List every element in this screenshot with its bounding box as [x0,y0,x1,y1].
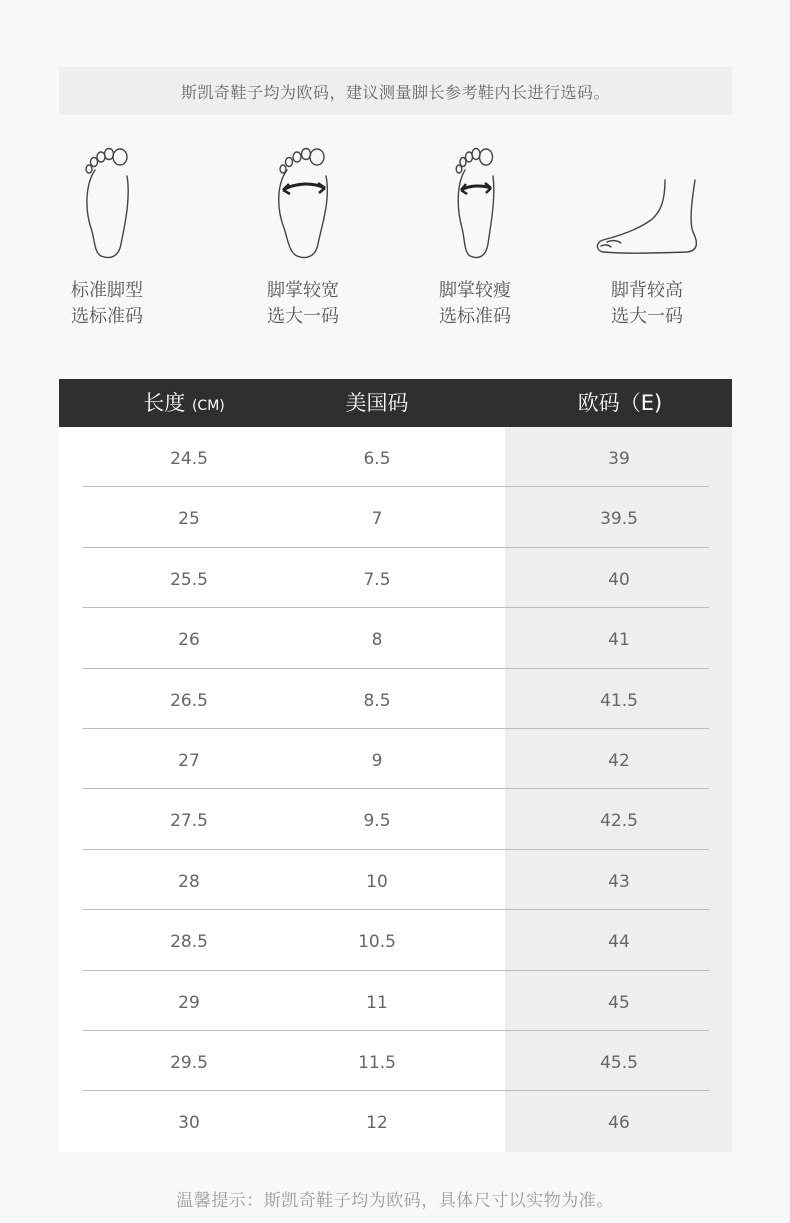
foot-type-wide [223,140,383,330]
cell-us-size: 11.5 [358,1053,396,1073]
foot-type-label: 脚背较高 [611,280,683,301]
size-table-body [59,427,732,1152]
foot-type-narrow [395,140,555,330]
header-length-unit: (CM) [191,398,225,414]
table-row [59,669,732,729]
foot-type-advice: 选大一码 [611,306,683,327]
foot-type-advice: 选标准码 [71,306,143,327]
narrow-foot-icon [435,140,515,260]
cell-length: 25.5 [170,569,208,590]
standard-foot-icon [67,140,147,260]
foot-type-label: 脚掌较瘦 [439,280,511,301]
wide-foot-icon [263,140,343,260]
cell-eu-size: 40 [608,569,630,590]
cell-eu-size: 42.5 [600,811,638,832]
cell-length: 30 [178,1113,200,1134]
table-row [59,910,732,970]
cell-length: 29 [178,992,200,1013]
cell-us-size: 7 [371,509,383,530]
footer-tip: 温馨提示：斯凯奇鞋子均为欧码，具体尺寸以实物为准。 [176,1191,614,1211]
cell-eu-size: 41.5 [600,690,638,711]
cell-us-size: 9 [371,751,383,771]
cell-length: 25 [178,509,200,530]
cell-length: 24.5 [170,449,208,469]
cell-us-size: 11 [366,992,388,1013]
cell-us-size: 9.5 [363,811,391,832]
table-row [59,487,732,547]
table-row [59,427,732,487]
cell-eu-size: 39.5 [600,509,638,530]
table-row [59,971,732,1031]
foot-type-label: 脚掌较宽 [267,280,339,301]
foot-type-guide [59,140,732,340]
foot-type-advice: 选标准码 [439,306,511,327]
cell-us-size: 6.5 [363,449,391,469]
foot-type-advice: 选大一码 [267,306,339,327]
table-row [59,608,732,668]
table-row [59,729,732,789]
cell-length: 28.5 [170,932,208,953]
cell-length: 29.5 [170,1053,208,1073]
cell-eu-size: 43 [608,871,630,892]
foot-type-standard [27,140,187,330]
foot-type-high-instep [567,140,727,330]
cell-length: 28 [178,871,200,892]
table-row [59,850,732,910]
cell-eu-size: 39 [608,449,630,469]
cell-us-size: 8 [371,630,383,651]
cell-eu-size: 42 [608,751,630,771]
size-table-header [59,379,732,427]
cell-us-size: 10.5 [358,932,396,953]
table-row [59,789,732,849]
cell-eu-size: 46 [608,1113,630,1134]
foot-type-label: 标准脚型 [71,280,143,301]
cell-eu-size: 45.5 [600,1053,638,1073]
cell-length: 27 [178,751,200,771]
high-instep-foot-icon [587,140,707,260]
cell-us-size: 8.5 [363,690,391,711]
table-row [59,548,732,608]
cell-us-size: 7.5 [363,569,391,590]
cell-length: 27.5 [170,811,208,832]
cell-eu-size: 44 [608,932,630,953]
table-row [59,1031,732,1091]
cell-length: 26 [178,630,200,651]
cell-us-size: 10 [366,871,388,892]
size-notice-banner: 斯凯奇鞋子均为欧码，建议测量脚长参考鞋内长进行选码。 [59,67,732,115]
header-length [89,379,279,427]
table-row [59,1091,732,1151]
cell-eu-size: 41 [608,630,630,651]
cell-length: 26.5 [170,690,208,711]
header-eu-size: 欧码（E) [577,391,663,415]
header-us-size: 美国码 [345,391,409,415]
header-length-label: 长度 [143,391,186,415]
cell-eu-size: 45 [608,992,630,1013]
cell-us-size: 12 [366,1113,388,1134]
